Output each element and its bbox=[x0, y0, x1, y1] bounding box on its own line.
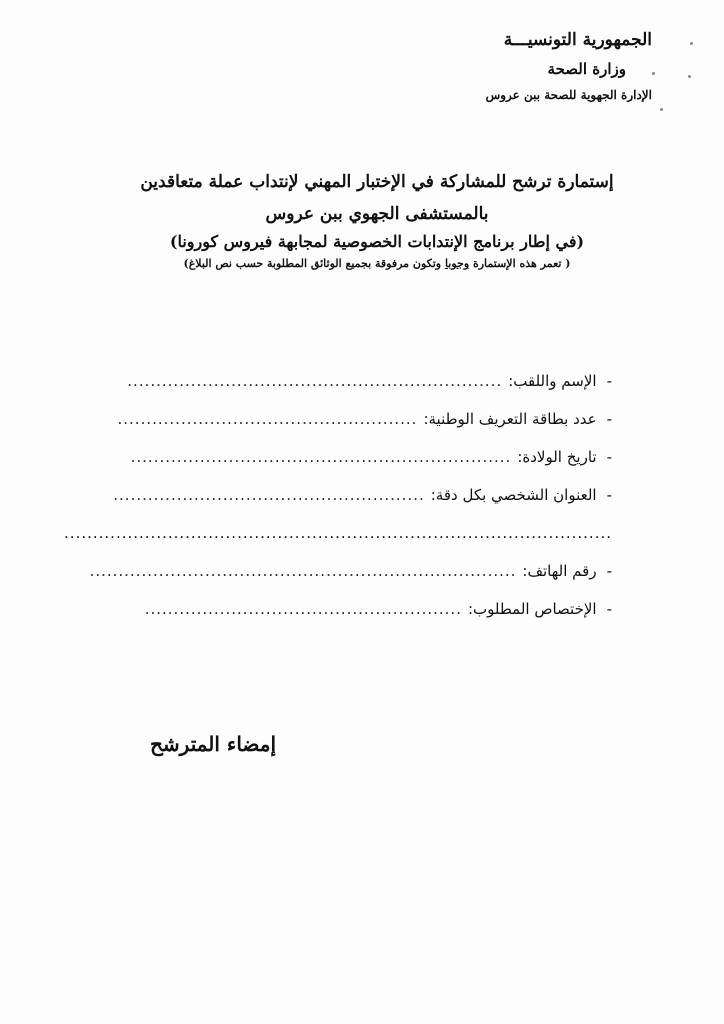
title-note bbox=[100, 257, 654, 270]
address-fill-line[interactable]: ...................................................... bbox=[113, 486, 425, 504]
bullet-dash: - bbox=[606, 448, 612, 466]
title-note-part-2: وتكون مرفوقة بجميع الوثائق المطلوبة حسب نص البلاغ) bbox=[183, 257, 445, 270]
regional-admin-heading: الإدارة الجهوية للصحة ببن عروس bbox=[485, 88, 652, 102]
phone-field[interactable] bbox=[89, 562, 612, 600]
name-fill-line[interactable]: ................................................................. bbox=[127, 372, 503, 390]
letterhead bbox=[486, 30, 652, 102]
name-field[interactable] bbox=[127, 372, 612, 410]
specialty-fill-line[interactable]: ....................................................... bbox=[144, 600, 462, 618]
address-label: العنوان الشخصي بكل دقة: bbox=[430, 486, 597, 504]
phone-label: رقم الهاتف: bbox=[522, 562, 597, 580]
specialty-field[interactable] bbox=[144, 600, 612, 638]
form-title bbox=[100, 172, 654, 270]
republic-heading: الجمهورية التونسيـــة bbox=[503, 30, 652, 50]
birth-date-field[interactable] bbox=[130, 448, 612, 486]
title-line-3: (في إطار برنامج الإنتدابات الخصوصية لمجابهة فيروس كورونا) bbox=[169, 232, 585, 251]
birth-date-label: تاريخ الولادة: bbox=[517, 448, 597, 466]
birth-date-fill-line[interactable]: .................................................................. bbox=[130, 448, 512, 466]
scan-speck bbox=[688, 75, 691, 78]
bullet-dash: - bbox=[606, 562, 612, 580]
title-line-2: بالمستشفى الجهوي ببن عروس bbox=[265, 204, 489, 224]
id-card-label: عدد بطاقة التعريف الوطنية: bbox=[423, 410, 597, 428]
form-fields bbox=[64, 372, 612, 638]
bullet-dash: - bbox=[606, 410, 612, 428]
address-fill-line-2[interactable]: ............................................................................................... bbox=[64, 524, 612, 542]
specialty-label: الإختصاص المطلوب: bbox=[467, 600, 597, 618]
id-card-field[interactable] bbox=[117, 410, 612, 448]
ministry-heading: وزارة الصحة bbox=[547, 60, 626, 78]
id-card-fill-line[interactable]: .................................................... bbox=[117, 410, 418, 428]
scan-speck bbox=[652, 72, 655, 75]
bullet-dash: - bbox=[606, 372, 612, 390]
title-note-part-1: ( تعمر هذه الإستمارة bbox=[469, 257, 571, 270]
scan-speck bbox=[660, 108, 663, 111]
name-label: الإسم واللقب: bbox=[508, 372, 597, 390]
address-field[interactable] bbox=[113, 486, 612, 524]
title-note-emphasis: وجوبا bbox=[444, 257, 470, 270]
bullet-dash: - bbox=[606, 486, 612, 504]
title-line-1: إستمارة ترشح للمشاركة في الإختبار المهني لإنتداب عملة متعاقدين bbox=[140, 172, 614, 192]
scan-speck bbox=[690, 42, 693, 45]
phone-fill-line[interactable]: .......................................................................... bbox=[89, 562, 517, 580]
candidate-signature-label: إمضاء المترشح bbox=[150, 732, 277, 756]
bullet-dash: - bbox=[606, 600, 612, 618]
